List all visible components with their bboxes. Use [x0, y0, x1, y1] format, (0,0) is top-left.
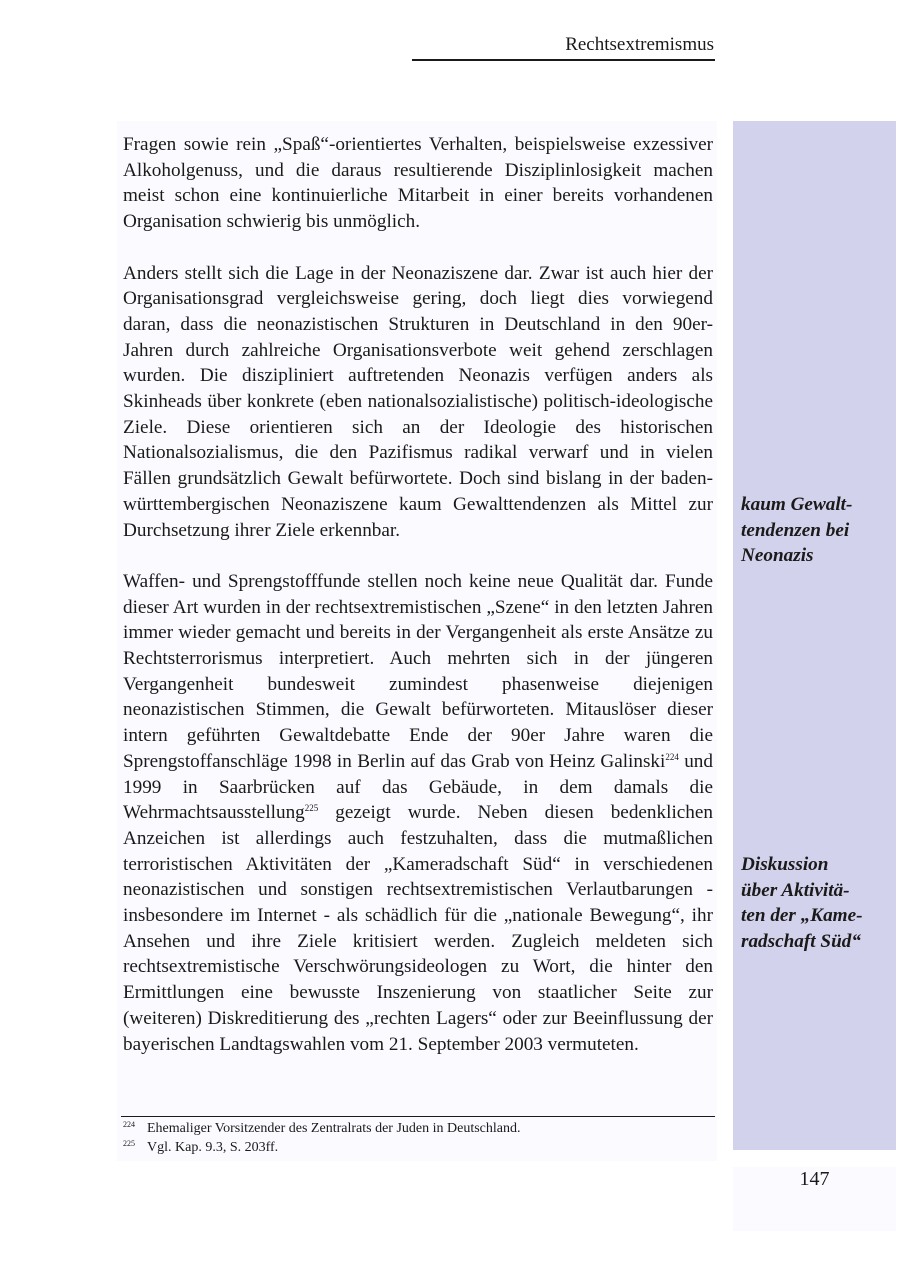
paragraph-3 [123, 569, 713, 1057]
header-rule [412, 59, 715, 61]
marginal-note-line: über Aktivitä- [741, 879, 850, 901]
footnote-text: Ehemaliger Vorsitzender des Zentralrats der Juden in Deutschland. [147, 1121, 521, 1136]
paragraph-1: Fragen sowie rein „Spaß“-orientiertes Verhalten, beispielsweise exzessiver Alkoholgenuss, und die daraus resultierende Disziplinlosigkeit machen meist schon eine kontinuierliche Mitarbeit in einer bereits vorhandenen Organisation schwierig bis unmöglich. [123, 134, 713, 233]
page-number: 147 [799, 1168, 830, 1190]
paragraph-2: Anders stellt sich die Lage in der Neonaziszene dar. Zwar ist auch hier der Organisationsgrad vergleichsweise gering, doch liegt dies vorwiegend daran, dass die neonazistischen Strukturen in Deutschland in den 90er-Jahren durch zahlreiche Organisationsverbote weit gehend zerschlagen wurden. Die diszipliniert auftretenden Neonazis verfügen anders als Skinheads über konkrete (eben nationalsozialistische) politisch-ideologische Ziele. Diese orientieren sich an der Ideologie des historischen Nationalsozialismus, die den Pazifismus radikal verwarf und in vielen Fällen grundsätzlich Gewalt befürwortete. Doch sind bislang in der baden-württembergischen Neonaziszene kaum Gewalttendenzen als Mittel zur Durchsetzung ihrer Ziele erkennbar. [123, 262, 713, 541]
marginal-note-line: kaum Gewalt- [741, 494, 853, 515]
footnote-number: 224 [123, 1120, 135, 1129]
footnote-text: Vgl. Kap. 9.3, S. 203ff. [147, 1140, 279, 1155]
marginal-note-line: ten der „Kame- [741, 905, 863, 927]
paragraph-3-part-3: gezeigt wurde. Neben diesen bedenklichen Anzeichen ist allerdings auch festzuhalten, dass die mutmaßlichen terroristischen Aktivitäten der „Kameradschaft Süd“ in verschiedenen neonazistischen und sonstigen rechtsextremistischen Verlautbarungen - insbesondere im Internet - als schädlich für die „nationale Bewegung“, ihr Ansehen und ihre Ziele kritisiert werden. Zugleich meldeten sich rechtsextremistische Verschwörungsideologen zu Wort, die hinter den Ermittlungen eine bewusste Inszenierung von staatlicher Seite zur (weiteren) Diskreditierung des „rechten Lagers“ oder zur Beeinflussung der bayerischen Landtagswahlen vom 21. September 2003 vermuteten. [123, 802, 713, 1055]
marginal-column [733, 121, 896, 1150]
marginal-note-gewalttendenzen [741, 492, 891, 569]
marginal-note-kameradschaft [741, 852, 891, 955]
paragraph-3-part-1: Waffen- und Sprengstofffunde stellen noch keine neue Qualität dar. Funde dieser Art wurden in der rechtsextremistischen „Szene“ in den letzten Jahren immer wieder gemacht und bereits in der Vergangenheit als erste Ansätze zu Rechtsterrorismus interpretiert. Auch mehrten sich in der jüngeren Vergangenheit bundesweit zumindest phasenweise diejenigen neonazistischen Stimmen, die Gewalt befürworteten. Mitauslöser dieser intern geführten Gewaltdebatte Ende der 90er Jahre waren die Sprengstoffanschläge 1998 in Berlin auf das Grab von Heinz Galinski [123, 570, 713, 772]
marginal-note-line: Diskussion [741, 854, 829, 875]
footnotes [123, 1120, 713, 1158]
footnote-224 [123, 1120, 713, 1139]
paragraph-3-part-2: und 1999 in Saarbrücken auf das Gebäude, in dem damals die Wehrmachtsausstellung [123, 750, 713, 824]
marginal-note-line: tendenzen bei [741, 519, 850, 541]
body-text [123, 132, 713, 1057]
footnote-rule [121, 1116, 715, 1117]
footnote-ref-224[interactable]: 224 [665, 751, 679, 762]
marginal-note-line: Neonazis [741, 545, 814, 567]
running-title: Rechtsextremismus [565, 34, 714, 55]
footnote-number: 225 [123, 1139, 135, 1148]
footnote-ref-225[interactable]: 225 [304, 803, 319, 814]
footnote-225 [123, 1139, 713, 1158]
marginal-note-line: radschaft Süd“ [741, 931, 861, 953]
